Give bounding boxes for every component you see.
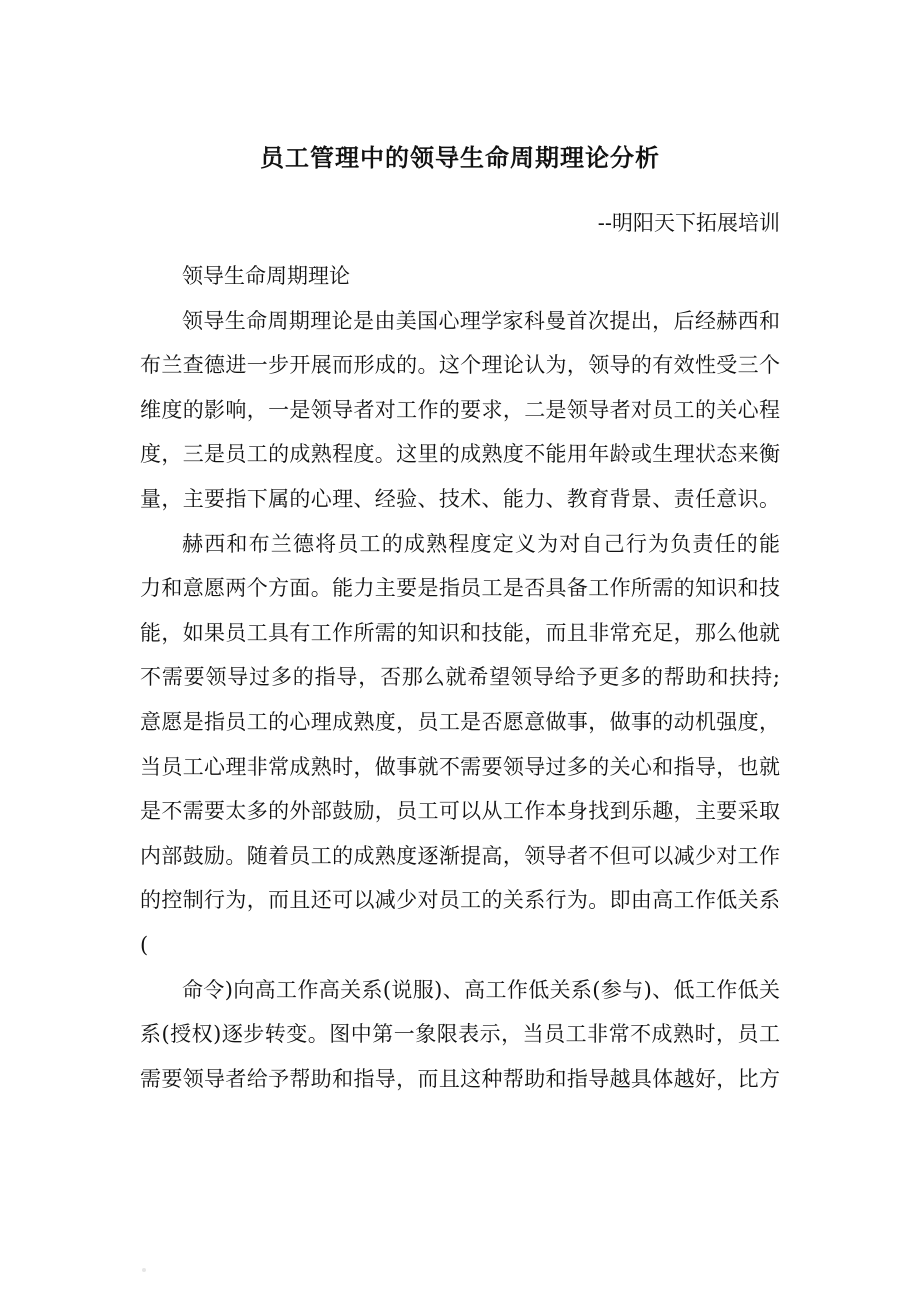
paragraph-line: 命令)向高工作高关系(说服)、高工作低关系(参与)、低工作低关 [182, 977, 780, 1002]
document-body [140, 254, 780, 1101]
section-heading [140, 254, 780, 299]
paragraph-line: 布兰查德进一步开展而形成的。这个理论认为，领导的有效性受三个 [140, 353, 780, 378]
paragraph-line: 需要领导者给予帮助和指导，而且这种帮助和指导越具体越好，比方 [140, 1066, 780, 1091]
paragraph-2 [140, 522, 780, 968]
paragraph-line: 系(授权)逐步转变。图中第一象限表示，当员工非常不成熟时，员工 [140, 1022, 780, 1047]
paragraph-line: 领导生命周期理论是由美国心理学家科曼首次提出，后经赫西和 [182, 308, 780, 333]
section-heading-text: 领导生命周期理论 [182, 264, 350, 288]
document-title: 员工管理中的领导生命周期理论分析 [260, 144, 660, 172]
paragraph-line: 度，三是员工的成熟程度。这里的成熟度不能用年龄或生理状态来衡 [140, 442, 780, 467]
paragraph-line: 维度的影响，一是领导者对工作的要求，二是领导者对员工的关心程 [140, 397, 780, 422]
paragraph-line: 当员工心理非常成熟时，做事就不需要领导过多的关心和指导，也就 [140, 754, 780, 779]
paragraph-3 [140, 968, 780, 1102]
paragraph-line: 是不需要太多的外部鼓励，员工可以从工作本身找到乐趣，主要采取 [140, 799, 780, 824]
paragraph-line: 力和意愿两个方面。能力主要是指员工是否具备工作所需的知识和技 [140, 576, 780, 601]
paragraph-1 [140, 299, 780, 522]
paragraph-line: 的控制行为，而且还可以减少对员工的关系行为。即由高工作低关系 [140, 888, 780, 913]
paragraph-line: 量，主要指下属的心理、经验、技术、能力、教育背景、责任意识。 [140, 486, 780, 511]
paragraph-line: 意愿是指员工的心理成熟度，员工是否愿意做事，做事的动机强度， [140, 709, 780, 734]
paragraph-line: ( [140, 932, 149, 957]
paragraph-line: 不需要领导过多的指导，否那么就希望领导给予更多的帮助和扶持; [140, 665, 780, 690]
paragraph-line: 内部鼓励。随着员工的成熟度逐渐提高，领导者不但可以减少对工作 [140, 843, 780, 868]
page-footer-dot [142, 1268, 146, 1272]
paragraph-line: 赫西和布兰德将员工的成熟程度定义为对自己行为负责任的能 [182, 531, 780, 556]
paragraph-line: 能，如果员工具有工作所需的知识和技能，而且非常充足，那么他就 [140, 620, 780, 645]
document-byline: --明阳天下拓展培训 [597, 211, 780, 235]
